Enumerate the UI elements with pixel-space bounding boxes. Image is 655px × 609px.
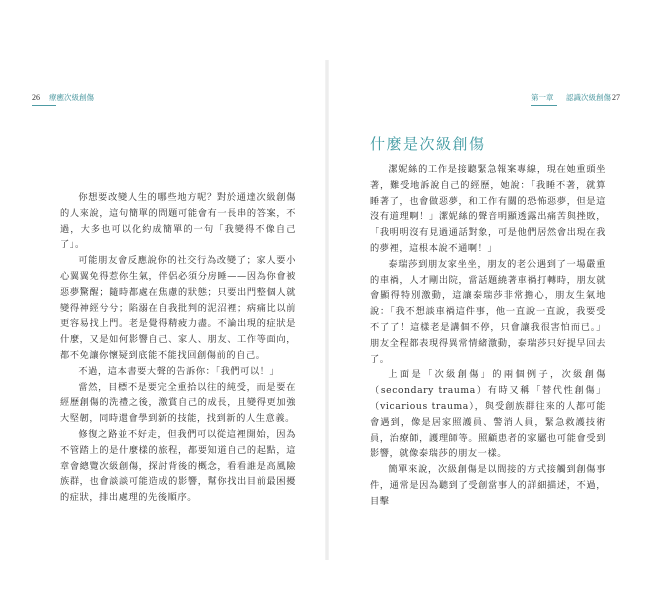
right-paragraph: 簡單來說，次級創傷是以間接的方式接觸到創傷事件，通常是因為聽到了受創當事人的詳細描述，不過，目擊 xyxy=(370,464,606,507)
chapter-label: 第一章 xyxy=(531,93,554,102)
section-title: 什麼是次級創傷 xyxy=(370,135,486,153)
left-paragraph: 你想要改變人生的哪些地方呢？對於通達次級創傷的人來說，這句簡單的問題可能會有一長串的答案，不過，大多也可以化約成簡單的一句「我變得不像自己了」。 xyxy=(60,192,296,251)
left-paragraph: 不過，這本書要大聲的告訴你：「我們可以！」 xyxy=(78,365,280,377)
right-page-number: 27 xyxy=(612,93,620,102)
right-paragraph: 泰瑞莎到朋友家坐坐，朋友的老公遇到了一場嚴重的車禍，人才剛出院，當話題繞著車禍打轉時，朋友就會顯得特別激動，這讓泰瑞莎非常擔心，朋友生氣地說：「我不想談車禍這件事，他一直說一直說，我要受不了了！這樣老是講個不停，只會讓我很害怕而已。」朋友全程都表現得異常情緒激動，泰瑞莎只好提早回去了。 xyxy=(370,258,606,365)
left-paragraph: 可能朋友會反應說你的社交行為改變了；家人要小心翼翼免得惹你生氣，伴侶必須分房睡——因為你會被惡夢驚醒；隨時都處在焦慮的狀態；只要出門整個人就變得神經兮兮；陷溺在自我批判的泥沼裡；病痛比以前更容易找上門。老是覺得精疲力盡。不論出現的症狀是什麼，又是如何影響自己、家人、朋友、工作等面向，都不免讓你懷疑到底能不能找回創傷前的自己。 xyxy=(60,255,296,361)
right-body-text xyxy=(370,162,606,510)
left-page-number: 26 xyxy=(32,93,40,102)
left-body-text xyxy=(60,190,296,506)
right-paragraph: 上面是「次級創傷」的兩個例子，次級創傷（secondary trauma）有時又稱「替代性創傷」（vicarious trauma），與受創族群往來的人都可能會遇到，像是居家照護員、警消人員，緊急救護技術員，治療師，護理師等。照顧患者的家屬也可能會受到影響，就像泰瑞莎的朋友一樣。 xyxy=(370,369,606,460)
left-paragraph: 修復之路並不好走，但我們可以從這裡開始，因為不管踏上的是什麼樣的旅程，都要知道自己的起點，這章會總覽次級創傷，探討背後的概念，看看誰是高風險族群，也會談談可能造成的影響，幫你找出目前最困擾的症狀，排出處理的先後順序。 xyxy=(60,428,296,504)
left-header-rule xyxy=(32,105,56,106)
right-paragraph: 潔妮絲的工作是接聽緊急報案專線，現在她重頭坐著，難受地訴說自己的經歷，她說：「我睡不著，就算睡著了，也會做惡夢，和工作有關的恐怖惡夢，但是這沒有道理啊！」潔妮絲的聲音明顯透露出痛苦與挫敗，「我明明沒有見過通話對象，可是他們居然會出現在我的夢裡，這根本說不通啊！」 xyxy=(370,164,606,254)
left-paragraph: 當然，目標不是要完全重拾以往的純受，而是要在經歷創傷的洗禮之後，激賞自己的成長，且變得更加強大堅韌，同時還會學到新的技能，找到新的人生意義。 xyxy=(60,381,296,425)
left-running-head: 療癒次級創傷 xyxy=(49,93,94,102)
right-running-head: 認識次級創傷 xyxy=(566,93,611,102)
page-gutter xyxy=(325,60,329,560)
right-header-rule xyxy=(531,105,557,106)
